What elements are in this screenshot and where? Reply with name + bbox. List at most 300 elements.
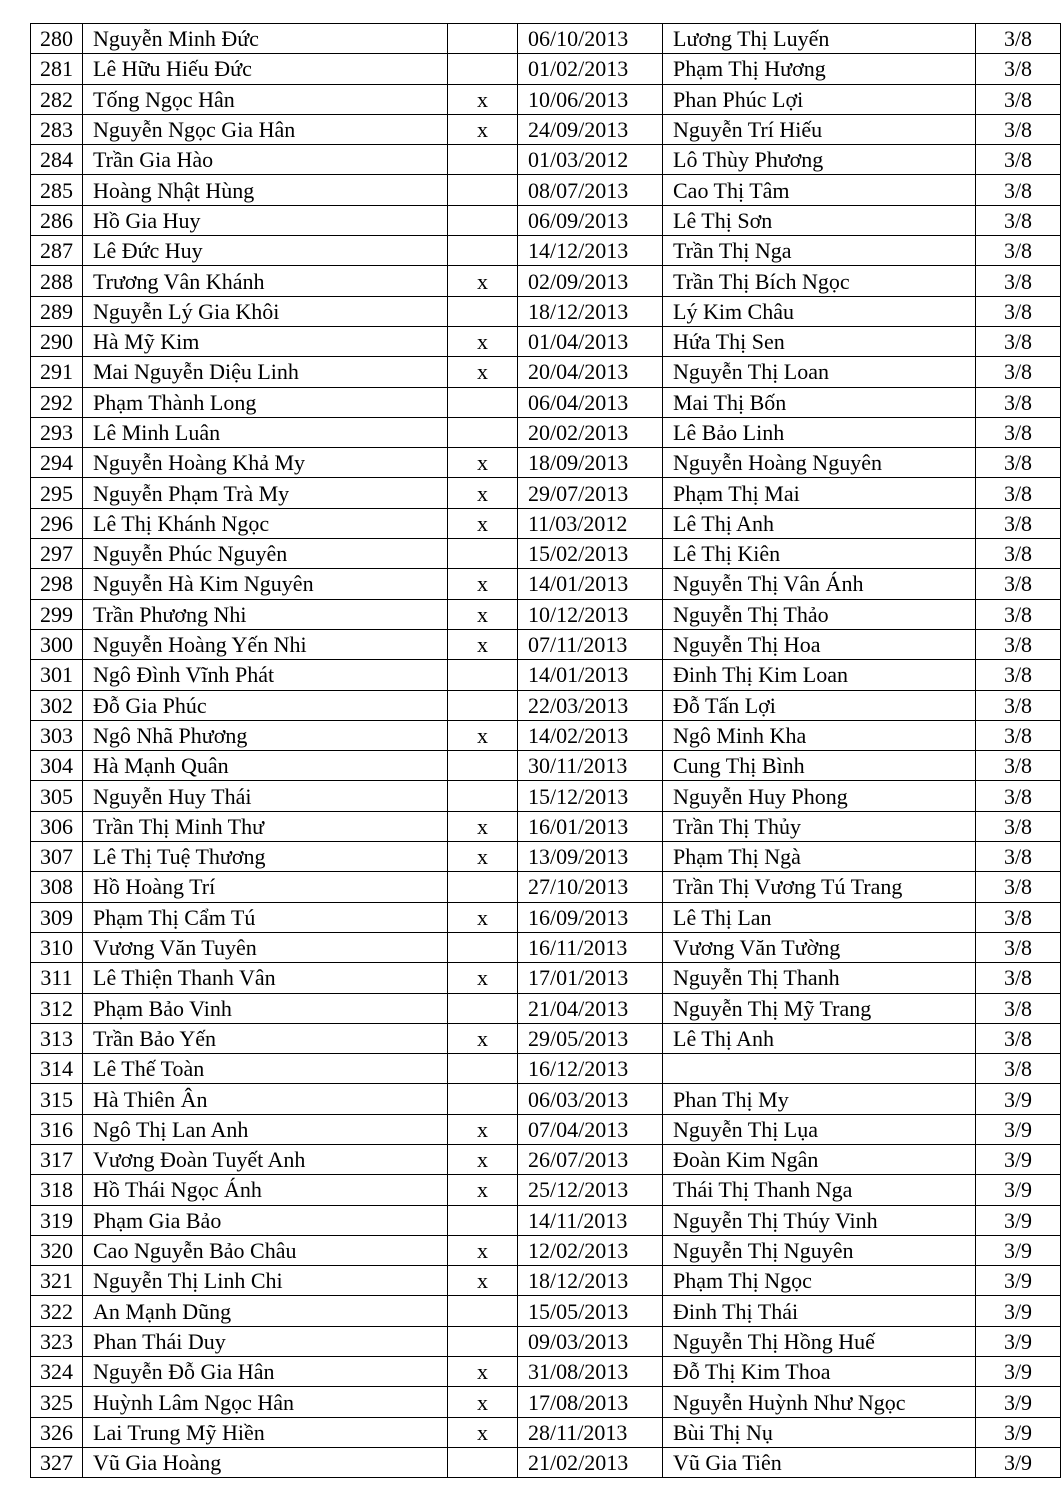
birth-date: 01/03/2012 [518,145,663,175]
class-name: 3/8 [976,720,1061,750]
female-mark [448,387,518,417]
table-row [31,781,1061,811]
parent-name: Lô Thùy Phương [663,145,976,175]
row-number: 317 [31,1144,83,1174]
table-row [31,266,1061,296]
parent-name: Nguyễn Hoàng Nguyên [663,448,976,478]
class-name: 3/8 [976,811,1061,841]
class-name: 3/8 [976,508,1061,538]
table-row [31,357,1061,387]
row-number: 321 [31,1266,83,1296]
row-number: 318 [31,1175,83,1205]
row-number: 286 [31,205,83,235]
female-mark [448,1084,518,1114]
class-name: 3/8 [976,326,1061,356]
birth-date: 17/01/2013 [518,963,663,993]
parent-name: Lê Thị Anh [663,508,976,538]
student-name: Nguyễn Đỗ Gia Hân [83,1357,448,1387]
class-name: 3/9 [976,1357,1061,1387]
female-mark: x [448,1175,518,1205]
birth-date: 29/07/2013 [518,478,663,508]
female-mark [448,1326,518,1356]
row-number: 303 [31,720,83,750]
female-mark [448,781,518,811]
class-name: 3/8 [976,205,1061,235]
student-name: Phạm Thành Long [83,387,448,417]
row-number: 293 [31,417,83,447]
class-name: 3/8 [976,872,1061,902]
female-mark [448,993,518,1023]
student-name: Hà Thiên Ân [83,1084,448,1114]
female-mark: x [448,357,518,387]
parent-name: Bùi Thị Nụ [663,1417,976,1447]
table-row [31,842,1061,872]
table-row [31,932,1061,962]
female-mark: x [448,902,518,932]
table-row [31,84,1061,114]
table-row [31,296,1061,326]
parent-name: Ngô Minh Kha [663,720,976,750]
row-number: 284 [31,145,83,175]
birth-date: 07/11/2013 [518,629,663,659]
parent-name: Nguyễn Thị Hồng Huế [663,1326,976,1356]
table-row [31,720,1061,750]
female-mark: x [448,599,518,629]
female-mark: x [448,478,518,508]
birth-date: 06/03/2013 [518,1084,663,1114]
row-number: 319 [31,1205,83,1235]
parent-name: Nguyễn Huy Phong [663,781,976,811]
row-number: 282 [31,84,83,114]
birth-date: 21/02/2013 [518,1447,663,1477]
table-row [31,54,1061,84]
row-number: 301 [31,660,83,690]
row-number: 306 [31,811,83,841]
row-number: 295 [31,478,83,508]
parent-name: Nguyễn Thị Vân Ánh [663,569,976,599]
parent-name: Trần Thị Nga [663,236,976,266]
row-number: 304 [31,751,83,781]
birth-date: 07/04/2013 [518,1114,663,1144]
parent-name: Nguyễn Thị Thảo [663,599,976,629]
table-row [31,1266,1061,1296]
birth-date: 01/04/2013 [518,326,663,356]
female-mark [448,205,518,235]
birth-date: 14/11/2013 [518,1205,663,1235]
female-mark: x [448,963,518,993]
row-number: 285 [31,175,83,205]
parent-name: Lê Thị Anh [663,1023,976,1053]
student-name: Huỳnh Lâm Ngọc Hân [83,1387,448,1417]
parent-name: Nguyễn Thị Hoa [663,629,976,659]
parent-name: Nguyễn Huỳnh Như Ngọc [663,1387,976,1417]
parent-name: Phạm Thị Ngà [663,842,976,872]
birth-date: 20/02/2013 [518,417,663,447]
parent-name: Nguyễn Thị Nguyên [663,1235,976,1265]
row-number: 291 [31,357,83,387]
student-name: Phan Thái Duy [83,1326,448,1356]
table-row [31,114,1061,144]
class-name: 3/8 [976,478,1061,508]
parent-name: Vũ Gia Tiên [663,1447,976,1477]
row-number: 312 [31,993,83,1023]
table-row [31,1114,1061,1144]
student-name: Hà Mạnh Quân [83,751,448,781]
parent-name: Đoàn Kim Ngân [663,1144,976,1174]
student-name: Tống Ngọc Hân [83,84,448,114]
female-mark: x [448,1266,518,1296]
student-name: Hồ Gia Huy [83,205,448,235]
parent-name: Nguyễn Thị Thúy Vinh [663,1205,976,1235]
student-name: Cao Nguyễn Bảo Châu [83,1235,448,1265]
table-row [31,660,1061,690]
student-name: Nguyễn Hoàng Yến Nhi [83,629,448,659]
class-name: 3/8 [976,751,1061,781]
birth-date: 09/03/2013 [518,1326,663,1356]
row-number: 280 [31,24,83,54]
row-number: 323 [31,1326,83,1356]
birth-date: 21/04/2013 [518,993,663,1023]
parent-name: Đỗ Tấn Lợi [663,690,976,720]
student-name: Lê Thiện Thanh Vân [83,963,448,993]
student-name: Hồ Thái Ngọc Ánh [83,1175,448,1205]
birth-date: 15/12/2013 [518,781,663,811]
class-name: 3/8 [976,599,1061,629]
student-name: Phạm Bảo Vinh [83,993,448,1023]
student-name: Lê Thị Tuệ Thương [83,842,448,872]
table-row [31,569,1061,599]
class-name: 3/8 [976,932,1061,962]
parent-name: Nguyễn Thị Lụa [663,1114,976,1144]
birth-date: 17/08/2013 [518,1387,663,1417]
student-name: Nguyễn Lý Gia Khôi [83,296,448,326]
row-number: 283 [31,114,83,144]
class-name: 3/9 [976,1235,1061,1265]
class-name: 3/9 [976,1144,1061,1174]
table-row [31,690,1061,720]
female-mark [448,932,518,962]
class-name: 3/8 [976,1023,1061,1053]
birth-date: 16/12/2013 [518,1054,663,1084]
table-row [31,811,1061,841]
student-name: Phạm Gia Bảo [83,1205,448,1235]
birth-date: 22/03/2013 [518,690,663,720]
parent-name: Trần Thị Thủy [663,811,976,841]
table-row [31,1175,1061,1205]
parent-name: Nguyễn Thị Loan [663,357,976,387]
student-name: Vũ Gia Hoàng [83,1447,448,1477]
class-name: 3/8 [976,993,1061,1023]
birth-date: 18/12/2013 [518,1266,663,1296]
student-name: Ngô Đình Vĩnh Phát [83,660,448,690]
female-mark: x [448,1417,518,1447]
student-name: Đỗ Gia Phúc [83,690,448,720]
female-mark [448,145,518,175]
row-number: 292 [31,387,83,417]
student-name: Nguyễn Huy Thái [83,781,448,811]
table-row [31,24,1061,54]
student-name: Hồ Hoàng Trí [83,872,448,902]
birth-date: 12/02/2013 [518,1235,663,1265]
female-mark [448,54,518,84]
table-row [31,539,1061,569]
female-mark [448,1296,518,1326]
table-row [31,448,1061,478]
row-number: 315 [31,1084,83,1114]
parent-name: Trần Thị Vương Tú Trang [663,872,976,902]
table-row [31,1326,1061,1356]
row-number: 297 [31,539,83,569]
female-mark [448,1054,518,1084]
row-number: 309 [31,902,83,932]
row-number: 316 [31,1114,83,1144]
row-number: 314 [31,1054,83,1084]
table-row [31,1417,1061,1447]
student-name: Nguyễn Hoàng Khả My [83,448,448,478]
row-number: 310 [31,932,83,962]
student-name: Lê Đức Huy [83,236,448,266]
table-row [31,1387,1061,1417]
table-row [31,629,1061,659]
class-name: 3/8 [976,902,1061,932]
parent-name: Lý Kim Châu [663,296,976,326]
student-name: Nguyễn Ngọc Gia Hân [83,114,448,144]
female-mark [448,236,518,266]
class-name: 3/8 [976,629,1061,659]
birth-date: 26/07/2013 [518,1144,663,1174]
row-number: 281 [31,54,83,84]
parent-name: Nguyễn Trí Hiếu [663,114,976,144]
table-row [31,872,1061,902]
birth-date: 15/05/2013 [518,1296,663,1326]
female-mark: x [448,266,518,296]
class-name: 3/8 [976,236,1061,266]
birth-date: 01/02/2013 [518,54,663,84]
row-number: 288 [31,266,83,296]
class-name: 3/8 [976,84,1061,114]
table-row [31,902,1061,932]
parent-name: Nguyễn Thị Mỹ Trang [663,993,976,1023]
birth-date: 18/09/2013 [518,448,663,478]
parent-name: Mai Thị Bốn [663,387,976,417]
row-number: 313 [31,1023,83,1053]
class-name: 3/8 [976,569,1061,599]
female-mark: x [448,811,518,841]
class-name: 3/8 [976,145,1061,175]
class-name: 3/8 [976,387,1061,417]
student-name: Trần Gia Hào [83,145,448,175]
class-name: 3/9 [976,1447,1061,1477]
student-name: Lê Minh Luân [83,417,448,447]
student-name: Lê Thế Toàn [83,1054,448,1084]
parent-name: Lương Thị Luyến [663,24,976,54]
female-mark: x [448,1387,518,1417]
row-number: 320 [31,1235,83,1265]
birth-date: 08/07/2013 [518,175,663,205]
table-row [31,1235,1061,1265]
table-row [31,417,1061,447]
birth-date: 31/08/2013 [518,1357,663,1387]
row-number: 290 [31,326,83,356]
female-mark [448,690,518,720]
class-name: 3/8 [976,781,1061,811]
female-mark: x [448,569,518,599]
student-name: Lê Hữu Hiếu Đức [83,54,448,84]
female-mark: x [448,629,518,659]
birth-date: 14/01/2013 [518,569,663,599]
birth-date: 10/12/2013 [518,599,663,629]
row-number: 322 [31,1296,83,1326]
class-name: 3/8 [976,114,1061,144]
table-row [31,599,1061,629]
class-name: 3/9 [976,1266,1061,1296]
parent-name: Phạm Thị Ngọc [663,1266,976,1296]
class-name: 3/8 [976,660,1061,690]
parent-name: Lê Thị Sơn [663,205,976,235]
parent-name: Lê Thị Lan [663,902,976,932]
table-row [31,1296,1061,1326]
female-mark [448,417,518,447]
birth-date: 28/11/2013 [518,1417,663,1447]
table-row [31,1023,1061,1053]
birth-date: 10/06/2013 [518,84,663,114]
birth-date: 20/04/2013 [518,357,663,387]
row-number: 296 [31,508,83,538]
class-name: 3/8 [976,690,1061,720]
birth-date: 27/10/2013 [518,872,663,902]
row-number: 302 [31,690,83,720]
female-mark: x [448,1023,518,1053]
table-row [31,387,1061,417]
table-row [31,478,1061,508]
class-name: 3/8 [976,24,1061,54]
birth-date: 06/10/2013 [518,24,663,54]
class-name: 3/8 [976,357,1061,387]
student-name: Nguyễn Thị Linh Chi [83,1266,448,1296]
class-name: 3/8 [976,448,1061,478]
table-row [31,1144,1061,1174]
row-number: 305 [31,781,83,811]
row-number: 308 [31,872,83,902]
female-mark: x [448,842,518,872]
table-row [31,1357,1061,1387]
birth-date: 11/03/2012 [518,508,663,538]
female-mark: x [448,508,518,538]
row-number: 299 [31,599,83,629]
table-row [31,963,1061,993]
student-name: Mai Nguyễn Diệu Linh [83,357,448,387]
student-name: Ngô Nhã Phương [83,720,448,750]
parent-name: Cao Thị Tâm [663,175,976,205]
table-row [31,326,1061,356]
student-name: Ngô Thị Lan Anh [83,1114,448,1144]
student-name: An Mạnh Dũng [83,1296,448,1326]
table-row [31,1054,1061,1084]
student-name: Trần Phương Nhi [83,599,448,629]
birth-date: 16/01/2013 [518,811,663,841]
female-mark [448,175,518,205]
class-name: 3/9 [976,1175,1061,1205]
birth-date: 30/11/2013 [518,751,663,781]
student-name: Nguyễn Phạm Trà My [83,478,448,508]
row-number: 307 [31,842,83,872]
class-name: 3/9 [976,1205,1061,1235]
row-number: 294 [31,448,83,478]
female-mark [448,1447,518,1477]
birth-date: 02/09/2013 [518,266,663,296]
female-mark: x [448,326,518,356]
parent-name: Vương Văn Tường [663,932,976,962]
parent-name: Lê Thị Kiên [663,539,976,569]
row-number: 324 [31,1357,83,1387]
student-list-table [30,23,1061,1478]
student-list-body [31,24,1061,1478]
female-mark: x [448,114,518,144]
table-row [31,1447,1061,1477]
female-mark: x [448,1144,518,1174]
student-name: Trương Vân Khánh [83,266,448,296]
student-name: Trần Thị Minh Thư [83,811,448,841]
birth-date: 25/12/2013 [518,1175,663,1205]
female-mark: x [448,1114,518,1144]
parent-name: Phan Phúc Lợi [663,84,976,114]
student-name: Phạm Thị Cẩm Tú [83,902,448,932]
student-name: Nguyễn Hà Kim Nguyên [83,569,448,599]
birth-date: 29/05/2013 [518,1023,663,1053]
table-row [31,993,1061,1023]
student-name: Lê Thị Khánh Ngọc [83,508,448,538]
parent-name: Đinh Thị Thái [663,1296,976,1326]
student-name: Nguyễn Minh Đức [83,24,448,54]
class-name: 3/8 [976,539,1061,569]
table-row [31,145,1061,175]
table-row [31,175,1061,205]
parent-name: Phạm Thị Mai [663,478,976,508]
parent-name: Thái Thị Thanh Nga [663,1175,976,1205]
female-mark [448,24,518,54]
female-mark [448,296,518,326]
row-number: 287 [31,236,83,266]
female-mark [448,660,518,690]
female-mark [448,751,518,781]
birth-date: 14/02/2013 [518,720,663,750]
class-name: 3/8 [976,417,1061,447]
class-name: 3/8 [976,1054,1061,1084]
row-number: 311 [31,963,83,993]
row-number: 298 [31,569,83,599]
class-name: 3/9 [976,1326,1061,1356]
parent-name: Nguyễn Thị Thanh [663,963,976,993]
female-mark: x [448,448,518,478]
birth-date: 14/12/2013 [518,236,663,266]
parent-name: Phan Thị My [663,1084,976,1114]
class-name: 3/8 [976,175,1061,205]
table-row [31,508,1061,538]
parent-name [663,1054,976,1084]
birth-date: 06/04/2013 [518,387,663,417]
birth-date: 14/01/2013 [518,660,663,690]
birth-date: 16/09/2013 [518,902,663,932]
parent-name: Lê Bảo Linh [663,417,976,447]
class-name: 3/8 [976,266,1061,296]
female-mark: x [448,1235,518,1265]
birth-date: 15/02/2013 [518,539,663,569]
table-row [31,751,1061,781]
birth-date: 13/09/2013 [518,842,663,872]
student-name: Lai Trung Mỹ Hiền [83,1417,448,1447]
row-number: 326 [31,1417,83,1447]
class-name: 3/9 [976,1387,1061,1417]
